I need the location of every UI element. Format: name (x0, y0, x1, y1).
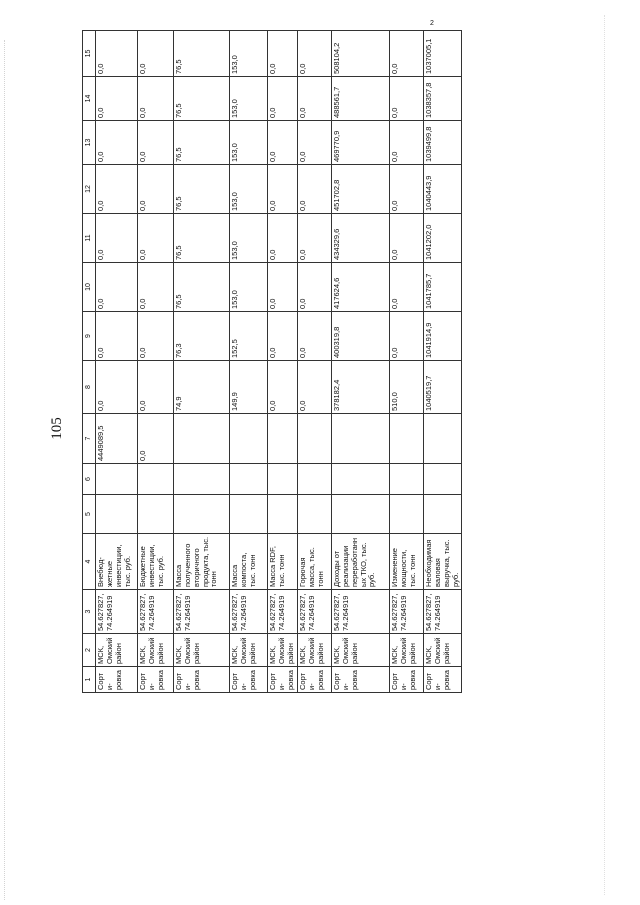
table-cell: 0,0 (298, 165, 332, 214)
table-cell: 153,0 (230, 165, 268, 214)
table-cell: МСК, Омский район (390, 634, 424, 667)
table-cell (268, 464, 298, 495)
table-container (82, 31, 460, 693)
table-cell: 76,3 (174, 312, 230, 361)
table-cell: 1041202,0 (424, 214, 462, 263)
table-cell: 153,0 (230, 121, 268, 165)
table-cell: 54.627827, 74.264919 (298, 590, 332, 634)
table-cell: 0,0 (268, 31, 298, 77)
table-row (390, 31, 424, 693)
table-cell: 0,0 (96, 31, 138, 77)
table-cell: 0,0 (96, 165, 138, 214)
table-cell: 0,0 (390, 77, 424, 121)
table-cell: Сорти-ровка (390, 667, 424, 693)
table-cell: 0,0 (96, 214, 138, 263)
table-cell: 0,0 (138, 414, 174, 464)
table-row (332, 31, 390, 693)
table-cell: 153,0 (230, 31, 268, 77)
table-cell (138, 495, 174, 534)
table-cell: МСК, Омский район (298, 634, 332, 667)
table-cell (174, 495, 230, 534)
table-cell: Сорти-ровка (138, 667, 174, 693)
table-cell: Масса компоста, тыс. тонн (230, 534, 268, 590)
table-cell: 54.627827, 74.264919 (390, 590, 424, 634)
table-cell (230, 464, 268, 495)
column-header-13: 13 (83, 121, 96, 165)
table-cell: 0,0 (268, 77, 298, 121)
table-cell: 1037005,1 (424, 31, 462, 77)
table-cell: 0,0 (96, 77, 138, 121)
table-cell: МСК, Омский район (96, 634, 138, 667)
table-cell: 74,9 (174, 361, 230, 414)
table-row (138, 31, 174, 693)
table-cell (424, 464, 462, 495)
column-header-2: 2 (83, 634, 96, 667)
table-cell: МСК, Омский район (332, 634, 390, 667)
table-cell: 0,0 (138, 263, 174, 312)
table-cell (174, 464, 230, 495)
table-cell: МСК, Омский район (268, 634, 298, 667)
table-cell: Сорти-ровка (298, 667, 332, 693)
table-cell: 76,5 (174, 165, 230, 214)
table-cell: 1041785,7 (424, 263, 462, 312)
table-cell: Доходы от реализации переработанных ТКО, тыс. руб. (332, 534, 390, 590)
table-cell: Сорти-ровка (424, 667, 462, 693)
table-cell (332, 414, 390, 464)
table-cell: МСК, Омский район (424, 634, 462, 667)
table-cell (298, 414, 332, 464)
column-header-9: 9 (83, 312, 96, 361)
column-header-14: 14 (83, 77, 96, 121)
column-header-5: 5 (83, 495, 96, 534)
table-cell: 508104,2 (332, 31, 390, 77)
table-cell: 0,0 (138, 312, 174, 361)
table-cell: 0,0 (390, 263, 424, 312)
table-cell (332, 464, 390, 495)
table-cell: 54.627827, 74.264919 (424, 590, 462, 634)
column-header-8: 8 (83, 361, 96, 414)
table-cell: 510,0 (390, 361, 424, 414)
table-cell (268, 414, 298, 464)
table-cell: 1041914,9 (424, 312, 462, 361)
table-cell: 149,9 (230, 361, 268, 414)
table-cell: Сорти-ровка (230, 667, 268, 693)
table-cell: 417624,6 (332, 263, 390, 312)
table-cell: 0,0 (268, 361, 298, 414)
table-cell: 54.627827, 74.264919 (174, 590, 230, 634)
table-cell: 0,0 (268, 165, 298, 214)
table-cell: МСК, Омский район (230, 634, 268, 667)
rotated-table-frame (82, 31, 460, 693)
column-header-12: 12 (83, 165, 96, 214)
table-row (424, 31, 462, 693)
table-cell: Сорти-ровка (332, 667, 390, 693)
table-cell: 54.627827, 74.264919 (230, 590, 268, 634)
scan-edge-line (4, 40, 5, 900)
table-cell: 1040519,7 (424, 361, 462, 414)
table-cell: 76,5 (174, 214, 230, 263)
table-cell: 0,0 (298, 31, 332, 77)
column-header-6: 6 (83, 464, 96, 495)
table-cell: 0,0 (138, 31, 174, 77)
table-cell: 152,5 (230, 312, 268, 361)
table-row (268, 31, 298, 693)
table-cell: Сорти-ровка (96, 667, 138, 693)
table-row (174, 31, 230, 693)
table-cell: 54.627827, 74.264919 (268, 590, 298, 634)
table-cell: 76,5 (174, 77, 230, 121)
table-cell (230, 495, 268, 534)
table-cell (230, 414, 268, 464)
table-cell (174, 414, 230, 464)
table-cell: 434329,6 (332, 214, 390, 263)
table-cell: 76,5 (174, 263, 230, 312)
table-cell: 153,0 (230, 263, 268, 312)
table-cell (96, 464, 138, 495)
table-cell: 0,0 (298, 121, 332, 165)
table-cell: 0,0 (390, 312, 424, 361)
table-row (298, 31, 332, 693)
table-cell (298, 495, 332, 534)
table-cell: 0,0 (268, 121, 298, 165)
table-cell: 0,0 (298, 312, 332, 361)
table-cell: Масса полученного вторичного продукта, тыс. тонн (174, 534, 230, 590)
column-header-1: 1 (83, 667, 96, 693)
table-cell: 451702,8 (332, 165, 390, 214)
column-header-7: 7 (83, 414, 96, 464)
table-cell: 76,5 (174, 31, 230, 77)
table-cell (390, 464, 424, 495)
scan-fold-line (604, 15, 605, 895)
table-cell: 4449089,5 (96, 414, 138, 464)
table-cell (96, 495, 138, 534)
table-cell: 0,0 (298, 77, 332, 121)
table-row (96, 31, 138, 693)
table-cell: Необходимая валовая выручка, тыс. руб. (424, 534, 462, 590)
table-cell: Масса RDF, тыс. тонн (268, 534, 298, 590)
table-cell: 0,0 (390, 214, 424, 263)
table-cell: 153,0 (230, 214, 268, 263)
table-cell: 76,5 (174, 121, 230, 165)
column-header-10: 10 (83, 263, 96, 312)
table-cell: МСК, Омский район (138, 634, 174, 667)
table-cell: Изменение мощности, тыс. тонн (390, 534, 424, 590)
table-cell: 488561,7 (332, 77, 390, 121)
table-cell (298, 464, 332, 495)
table-cell: 0,0 (96, 263, 138, 312)
data-table (82, 30, 462, 693)
table-cell: 0,0 (298, 361, 332, 414)
table-cell: 0,0 (138, 165, 174, 214)
table-cell: 54.627827, 74.264919 (96, 590, 138, 634)
table-cell (424, 414, 462, 464)
table-cell: 1039499,8 (424, 121, 462, 165)
table-cell: 0,0 (96, 312, 138, 361)
table-cell (424, 495, 462, 534)
table-cell: 0,0 (96, 121, 138, 165)
table-cell: 0,0 (96, 361, 138, 414)
table-body (96, 31, 462, 693)
table-cell: 0,0 (268, 263, 298, 312)
column-header-11: 11 (83, 214, 96, 263)
table-cell: Горючая масса, тыс. тонн (298, 534, 332, 590)
table-cell: 153,0 (230, 77, 268, 121)
table-cell: 378182,4 (332, 361, 390, 414)
table-cell: 1040443,9 (424, 165, 462, 214)
column-header-3: 3 (83, 590, 96, 634)
column-header-15: 15 (83, 31, 96, 77)
table-cell: 0,0 (390, 31, 424, 77)
table-cell: 0,0 (268, 214, 298, 263)
table-cell: 54.627827, 74.264919 (332, 590, 390, 634)
table-cell: МСК, Омский район (174, 634, 230, 667)
table-cell (390, 495, 424, 534)
table-cell: Внебюд-жетные инвестиции, тыс. руб. (96, 534, 138, 590)
table-cell: 0,0 (138, 77, 174, 121)
corner-mark: 2 (430, 20, 434, 27)
table-cell: 0,0 (390, 121, 424, 165)
table-cell: 400319,8 (332, 312, 390, 361)
table-cell: 0,0 (298, 263, 332, 312)
table-cell: 0,0 (138, 214, 174, 263)
table-cell: Бюджетные инвестиции, тыс. руб. (138, 534, 174, 590)
column-header-4: 4 (83, 534, 96, 590)
table-cell (138, 464, 174, 495)
table-cell: 0,0 (298, 214, 332, 263)
table-cell: Сорти-ровка (268, 667, 298, 693)
table-cell: 0,0 (138, 121, 174, 165)
table-cell: 0,0 (138, 361, 174, 414)
table-cell: 469770,9 (332, 121, 390, 165)
table-cell (390, 414, 424, 464)
table-cell: 54.627827, 74.264919 (138, 590, 174, 634)
table-header-row (83, 31, 96, 693)
table-cell (268, 495, 298, 534)
table-cell (332, 495, 390, 534)
page-number: 105 (48, 417, 65, 440)
table-cell: 0,0 (390, 165, 424, 214)
table-cell: Сорти-ровка (174, 667, 230, 693)
table-cell: 1038357,8 (424, 77, 462, 121)
table-row (230, 31, 268, 693)
table-cell: 0,0 (268, 312, 298, 361)
